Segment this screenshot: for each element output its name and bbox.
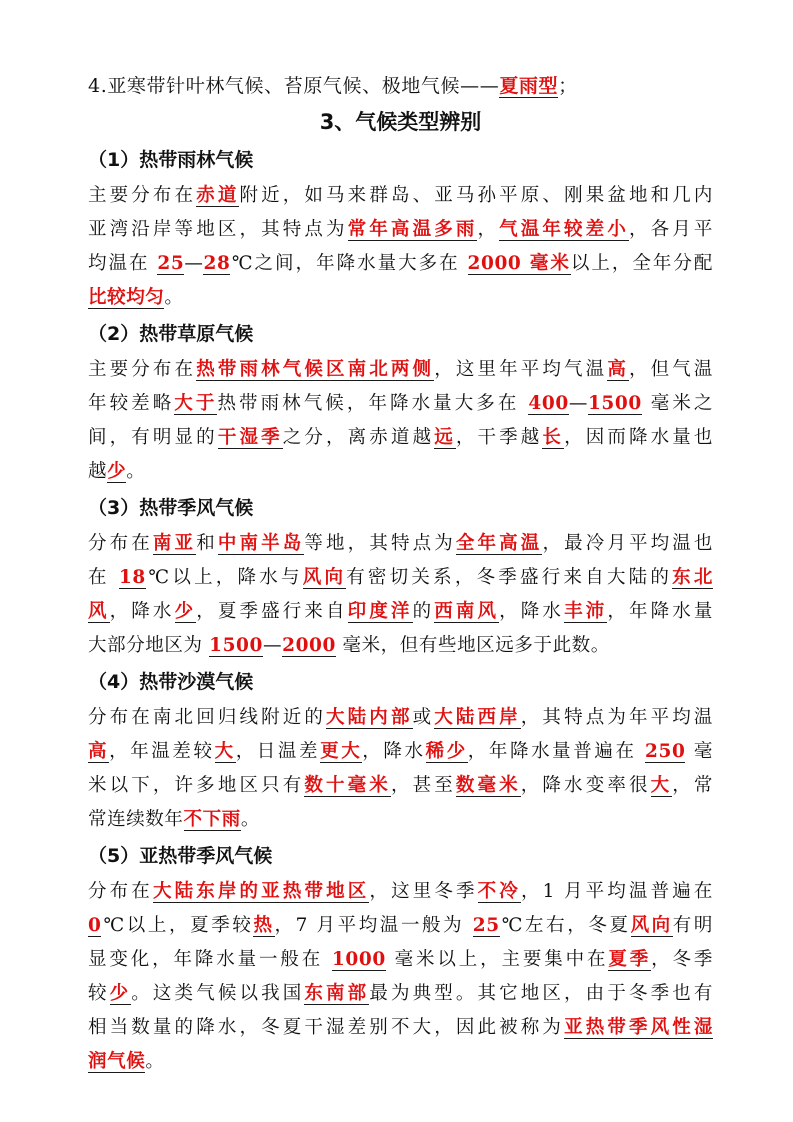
keyword-answer: 25: [157, 253, 185, 274]
body-text: 分布在南北回归线附近的: [88, 707, 327, 728]
paragraph-line: [88, 1048, 713, 1075]
body-text: 常连续数年: [88, 809, 184, 830]
keyword-answer: 风向: [630, 915, 673, 936]
keyword-answer: 风: [88, 601, 110, 622]
body-text: 毫米之: [641, 393, 714, 414]
body-text: ，: [477, 219, 500, 240]
body-text: 在: [88, 567, 119, 588]
body-text: 热带雨林气候，年降水量大多在: [217, 393, 529, 414]
body-text: ，降水: [362, 741, 426, 762]
body-text: ，日温差: [235, 741, 321, 762]
keyword-answer: 少: [109, 983, 132, 1004]
keyword-answer: 大于: [174, 393, 218, 414]
body-text: ，干季越: [455, 427, 543, 448]
paragraph-line: [88, 216, 713, 243]
body-text: ，年降水量: [607, 601, 713, 622]
body-text: 或: [412, 707, 435, 728]
paragraph-line: [88, 704, 713, 731]
body-text: 。: [145, 1051, 165, 1072]
keyword-answer: 东南部: [304, 983, 370, 1004]
body-text: ，其特点为年平均温: [520, 707, 714, 728]
body-text: ，因而降水量也: [564, 427, 713, 448]
keyword-answer: 0: [88, 915, 102, 936]
keyword-answer: 数十毫米: [304, 775, 391, 796]
body-text: 毫米，但有些地区远多于此数。: [335, 635, 610, 656]
paragraph-line: [88, 632, 713, 659]
body-text: 。: [240, 809, 260, 830]
keyword-answer: 2000: [282, 635, 336, 656]
keyword-answer: 1500: [587, 393, 642, 414]
paragraph-line: [88, 424, 713, 451]
body-text: ，1 月平均温普遍在: [520, 881, 713, 902]
section-title: 3、气候类型辨别: [319, 110, 482, 134]
keyword-answer: 远: [434, 427, 456, 448]
keyword-answer: 亚热带季风性湿: [564, 1017, 713, 1038]
keyword-answer: 250: [645, 741, 686, 762]
paragraph-line: [88, 284, 713, 311]
body-text: 附近，如马来群岛、亚马孙平原、刚果盆地和几内: [239, 185, 713, 206]
document-page: [88, 72, 713, 1082]
body-text: ；: [558, 75, 578, 97]
keyword-answer: 少: [107, 461, 127, 482]
keyword-answer: 干湿季: [217, 427, 283, 448]
body-text: ，夏季盛行来自: [196, 601, 348, 622]
body-text: 毫米以上，主要集中在: [385, 949, 609, 970]
body-text: 主要分布在: [88, 185, 197, 206]
body-text: ，降水: [499, 601, 565, 622]
keyword-answer: 印度洋: [347, 601, 413, 622]
paragraph-line: [88, 878, 713, 905]
body-text: ，但气温: [628, 359, 713, 380]
body-text: ℃之间，年降水量大多在: [230, 253, 468, 274]
paragraph-line: [88, 598, 713, 625]
keyword-answer: 夏季: [608, 949, 652, 970]
keyword-answer: 比较均匀: [88, 287, 165, 308]
body-text: ，7 月平均温一般为: [274, 915, 473, 936]
body-text: 亚湾沿岸等地区，其特点为: [88, 219, 348, 240]
body-text: ℃以上，夏季较: [101, 915, 254, 936]
climate-heading: （4）热带沙漠气候: [88, 671, 254, 693]
keyword-answer: 1000: [331, 949, 386, 970]
body-text: ，降水变率很: [520, 775, 651, 796]
keyword-answer: 长: [542, 427, 565, 448]
body-text: ，年温差较: [109, 741, 215, 762]
keyword-answer: 气温年较差小: [499, 219, 629, 240]
keyword-answer: 大: [214, 741, 236, 762]
body-text: 越: [88, 461, 108, 482]
keyword-answer: 更大: [320, 741, 363, 762]
keyword-answer: 赤道: [196, 185, 240, 206]
keyword-answer: 高: [88, 741, 110, 762]
keyword-answer: 28: [203, 253, 231, 274]
keyword-answer: 丰沛: [564, 601, 608, 622]
body-text: —: [184, 253, 204, 274]
body-text: 显变化，年降水量一般在: [88, 949, 332, 970]
body-text: 分布在: [88, 881, 153, 902]
body-text: 年较差略: [88, 393, 175, 414]
body-text: ，冬季: [651, 949, 713, 970]
body-text: ，各月平: [628, 219, 713, 240]
paragraph-line: [88, 458, 713, 485]
body-text: 以上，全年分配: [570, 253, 714, 274]
keyword-answer: 风向: [302, 567, 347, 588]
body-text: —: [262, 635, 283, 656]
climate-heading: （5）亚热带季风气候: [88, 845, 273, 867]
paragraph-line: [88, 980, 713, 1007]
body-text: 之分，离赤道越: [282, 427, 435, 448]
keyword-answer: 大陆内部: [326, 707, 413, 728]
body-text: 分布在: [88, 533, 153, 554]
climate-heading: （1）热带雨林气候: [88, 149, 254, 171]
keyword-answer: 大陆西岸: [434, 707, 521, 728]
body-text: 大部分地区为: [88, 635, 210, 656]
body-text: ，这里年平均气温: [434, 359, 608, 380]
body-text: —: [568, 393, 588, 414]
keyword-answer: 西南风: [434, 601, 500, 622]
keyword-answer: 400: [528, 393, 569, 414]
keyword-answer: 中南半岛: [217, 533, 305, 554]
body-text: 4.亚寒带针叶林气候、苔原气候、极地气候——: [88, 75, 500, 97]
keyword-answer: 稀少: [425, 741, 468, 762]
keyword-answer: 东北: [672, 567, 713, 588]
keyword-answer: 25: [472, 915, 500, 936]
keyword-answer: 高: [607, 359, 629, 380]
body-text: 等地，其特点为: [304, 533, 456, 554]
body-text: 。: [164, 287, 184, 308]
body-text: 有明: [672, 915, 713, 936]
paragraph-line: [88, 564, 713, 591]
keyword-answer: 少: [174, 601, 197, 622]
body-text: ，这里冬季: [369, 881, 478, 902]
keyword-answer: 全年高温: [455, 533, 543, 554]
paragraph-line: [88, 356, 713, 383]
keyword-answer: 大陆东岸的亚热带地区: [152, 881, 370, 902]
body-text: ，年降水量普遍在: [467, 741, 646, 762]
paragraph-line: [88, 530, 713, 557]
keyword-answer: 数毫米: [455, 775, 521, 796]
body-text: 毫: [685, 741, 714, 762]
body-text: ℃左右，冬夏: [499, 915, 631, 936]
body-text: 有密切关系，冬季盛行来自大陆的: [346, 567, 673, 588]
keyword-answer: 南亚: [152, 533, 197, 554]
keyword-answer: 18: [118, 567, 146, 588]
keyword-answer: 不下雨: [183, 809, 241, 830]
paragraph-line: [88, 390, 713, 417]
climate-heading: （2）热带草原气候: [88, 323, 254, 345]
keyword-answer: 不冷: [477, 881, 521, 902]
body-text: 最为典型。其它地区，由于冬季也有: [369, 983, 713, 1004]
keyword-answer: 热: [253, 915, 275, 936]
intro-line: [88, 72, 713, 100]
paragraph-line: [88, 912, 713, 939]
body-text: ℃以上，降水与: [145, 567, 303, 588]
paragraph-line: [88, 806, 713, 833]
keyword-answer: 1500: [209, 635, 263, 656]
body-text: 主要分布在: [88, 359, 197, 380]
paragraph-line: [88, 1014, 713, 1041]
keyword-answer: 润气候: [88, 1051, 146, 1072]
keyword-answer: 夏雨型: [499, 75, 559, 97]
body-text: 米以下，许多地区只有: [88, 775, 305, 796]
body-text: 均温在: [88, 253, 158, 274]
paragraph-line: [88, 772, 713, 799]
paragraph-line: [88, 738, 713, 765]
body-text: 较: [88, 983, 110, 1004]
paragraph-line: [88, 182, 713, 209]
body-text: ，最冷月平均温也: [542, 533, 713, 554]
body-text: 和: [196, 533, 218, 554]
body-text: 。这类气候以我国: [131, 983, 305, 1004]
keyword-answer: 热带雨林气候区南北两侧: [196, 359, 435, 380]
keyword-answer: 2000 毫米: [467, 253, 571, 274]
climate-heading: （3）热带季风气候: [88, 497, 254, 519]
body-text: 。: [126, 461, 146, 482]
paragraph-line: [88, 250, 713, 277]
body-text: ，常: [672, 775, 713, 796]
body-text: 的: [412, 601, 435, 622]
climate-sections: [88, 147, 713, 1075]
body-text: 间，有明显的: [88, 427, 218, 448]
keyword-answer: 大: [650, 775, 673, 796]
paragraph-line: [88, 946, 713, 973]
body-text: ，降水: [109, 601, 175, 622]
body-text: ，甚至: [390, 775, 456, 796]
body-text: 相当数量的降水，冬夏干湿差别不大，因此被称为: [88, 1017, 565, 1038]
keyword-answer: 常年高温多雨: [347, 219, 478, 240]
